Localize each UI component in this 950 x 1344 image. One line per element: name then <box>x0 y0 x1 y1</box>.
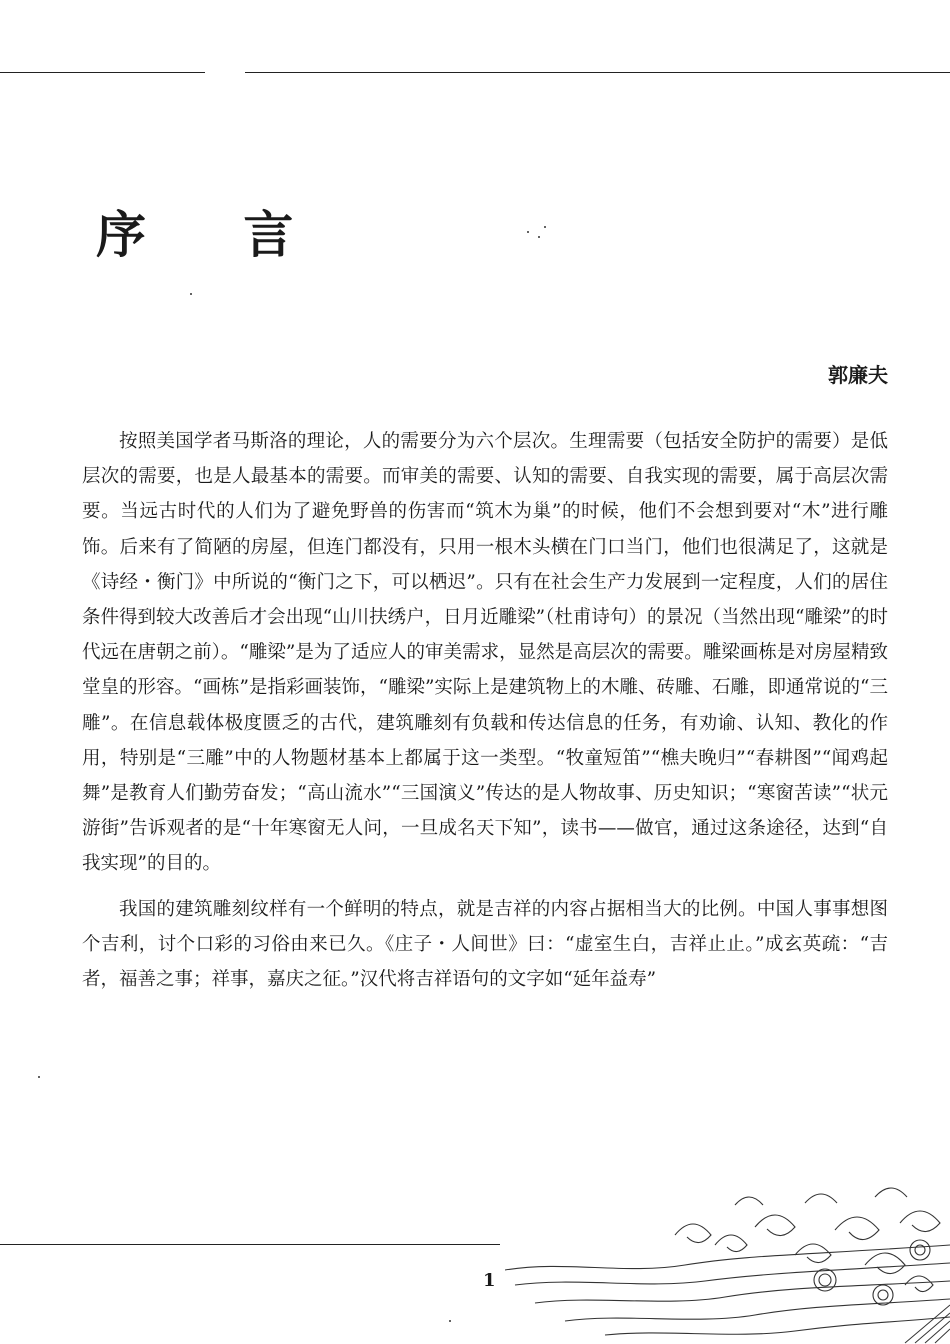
wave-ornament-icon <box>505 1185 950 1344</box>
bottom-divider <box>0 1244 500 1245</box>
scan-speck <box>190 293 192 295</box>
scan-speck <box>449 1320 451 1322</box>
scan-speck <box>527 231 529 233</box>
page-number: 1 <box>483 1270 496 1291</box>
paragraph: 按照美国学者马斯洛的理论，人的需要分为六个层次。生理需要（包括安全防护的需要）是低层次的需要，也是人最基本的需要。而审美的需要、认知的需要、自我实现的需要，属于高层次需要。当远古时代的人们为了避免野兽的伤害而“筑木为巢”的时候，他们不会想到要对“木”进行雕饰。后来有了简陋的房屋，但连门都没有，只用一根木头横在门口当门，他们也很满足了，这就是《诗经・衡门》中所说的“衡门之下，可以栖迟”。只有在社会生产力发展到一定程度，人们的居住条件得到较大改善后才会出现“山川扶绣户，日月近雕梁”（杜甫诗句）的景况（当然出现“雕梁”的时代远在唐朝之前）。“雕梁”是为了适应人的审美需求，显然是高层次的需要。雕梁画栋是对房屋精致堂皇的形容。“画栋”是指彩画装饰，“雕梁”实际上是建筑物上的木雕、砖雕、石雕，即通常说的“三雕”。在信息载体极度匮乏的古代，建筑雕刻有负载和传达信息的任务，有劝谕、认知、教化的作用，特别是“三雕”中的人物题材基本上都属于这一类型。“牧童短笛”“樵夫晚归”“春耕图”“闻鸡起舞”是教育人们勤劳奋发；“高山流水”“三国演义”传达的是人物故事、历史知识；“寒窗苦读”“状元游街”告诉观者的是“十年寒窗无人问，一旦成名天下知”，读书——做官，通过这条途径，达到“自我实现”的目的。 <box>82 431 888 875</box>
author-name: 郭廉夫 <box>828 363 888 387</box>
scan-speck <box>38 1076 40 1078</box>
scan-speck <box>538 236 540 238</box>
scan-speck <box>544 226 546 228</box>
paragraph: 我国的建筑雕刻纹样有一个鲜明的特点，就是吉祥的内容占据相当大的比例。中国人事事想图个吉利，讨个口彩的习俗由来已久。《庄子・人间世》曰：“虚室生白，吉祥止止。”成玄英疏：“吉者，福善之事；祥事，嘉庆之征。”汉代将吉祥语句的文字如“延年益寿” <box>82 898 888 991</box>
top-divider <box>0 72 950 73</box>
top-divider-gap <box>205 70 245 76</box>
page-title: 序 言 <box>96 205 334 264</box>
body-text <box>82 424 888 1007</box>
